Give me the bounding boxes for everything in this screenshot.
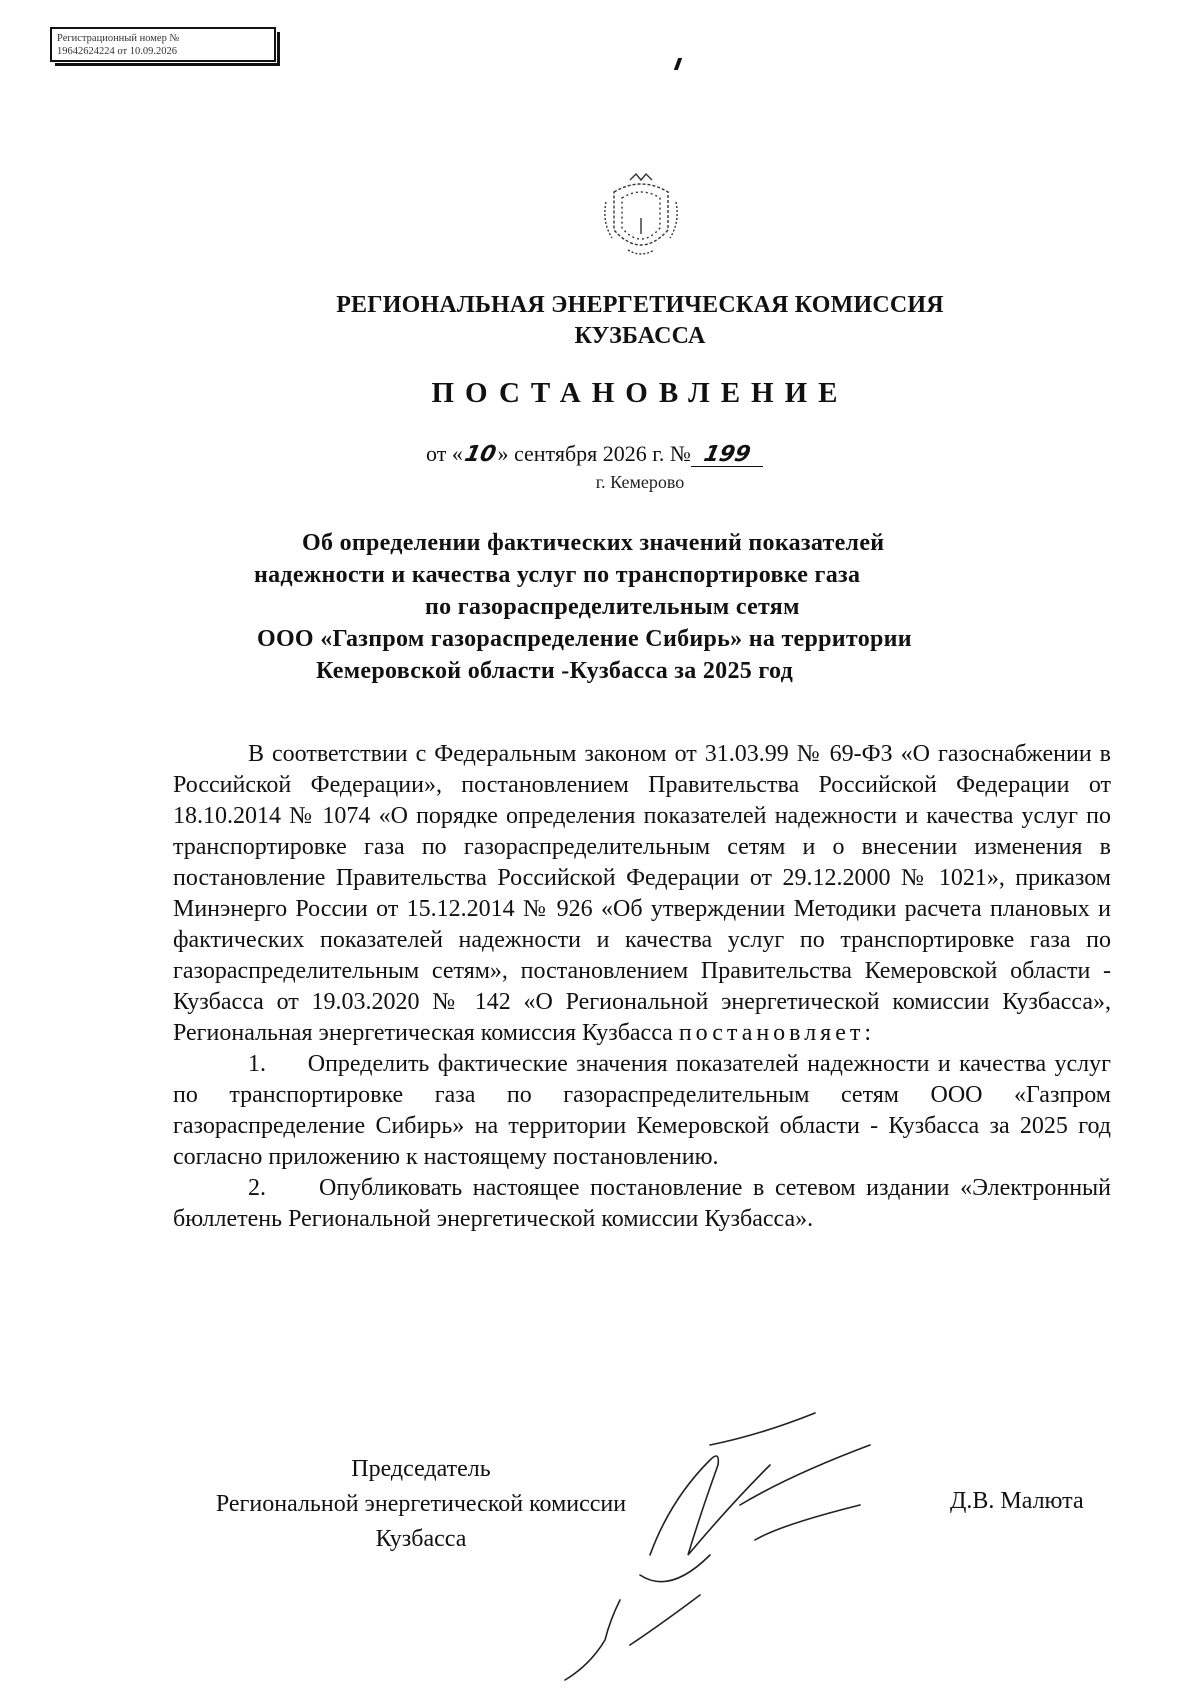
title-line-2: надежности и качества услуг по транспортировке газа bbox=[254, 562, 861, 588]
signatory-name: Д.В. Малюта bbox=[950, 1488, 1084, 1514]
resolves-word: постановляет: bbox=[678, 1020, 876, 1046]
document-number: 199 bbox=[701, 442, 753, 467]
date-middle: » сентября 2026 г. № bbox=[497, 441, 691, 466]
title-line-4: ООО «Газпром газораспределение Сибирь» на территории bbox=[257, 626, 912, 652]
document-number-field bbox=[691, 443, 763, 467]
organization-name-line1: РЕГИОНАЛЬНАЯ ЭНЕРГЕТИЧЕСКАЯ КОМИССИЯ bbox=[336, 292, 944, 318]
city: г. Кемерово bbox=[595, 472, 685, 492]
date-day: 10 bbox=[462, 442, 499, 467]
date-prefix: от « bbox=[426, 441, 463, 466]
document-body bbox=[173, 739, 1111, 1235]
preamble-paragraph bbox=[173, 739, 1111, 1049]
item-2-number: 2. bbox=[248, 1175, 266, 1201]
registration-stamp-line1: Регистрационный номер № bbox=[57, 33, 180, 44]
title-line-1: Об определении фактических значений показателей bbox=[302, 530, 885, 556]
title-line-5: Кемеровской области -Кузбасса за 2025 год bbox=[316, 658, 794, 684]
item-2-text: Опубликовать настоящее постановление в сетевом издании «Электронный бюллетень Региональной энергетической комиссии Кузбасса». bbox=[173, 1175, 1112, 1232]
preamble-text: В соответствии с Федеральным законом от 31.03.99 № 69-ФЗ «О газоснабжении в Российской Федерации», постановлением Правительства Российской Федерации от 18.10.2014 № 1074 «О порядке определения показателей надежности и качества услуг по транспортировке газа по газораспределительным сетям и о внесении изменения в постановление Правительства Российской Федерации от 29.12.2000 № 1021», приказом Минэнерго России от 15.12.2014 № 926 «Об утверждении Методики расчета плановых и фактических показателей надежности и качества услуг по транспортировке газа по газораспределительным сетям», постановлением Правительства Кемеровской области - Кузбасса от 19.03.2020 № 142 «О Региональной энергетической комиссии Кузбасса», Региональная энергетическая комиссия Кузбасса bbox=[173, 741, 1111, 1046]
handwritten-signature-icon bbox=[560, 1405, 960, 1685]
item-1-number: 1. bbox=[248, 1051, 266, 1077]
position-line-3: Кузбасса bbox=[375, 1526, 467, 1552]
position-line-1: Председатель bbox=[351, 1456, 491, 1482]
position-line-2: Региональной энергетической комиссии bbox=[215, 1491, 627, 1517]
item-1-text: Определить фактические значения показателей надежности и качества услуг по транспортировке газа по газораспределительным сетям ООО «Газпром газораспределение Сибирь» на территории Кемеровской области - Кузбасса за 2025 год согласно приложению к настоящему постановлению. bbox=[173, 1051, 1112, 1170]
item-1 bbox=[173, 1049, 1111, 1173]
coat-of-arms-icon bbox=[600, 172, 682, 262]
item-2 bbox=[173, 1173, 1111, 1235]
registration-stamp bbox=[50, 27, 276, 62]
document-date-line bbox=[426, 441, 763, 467]
document-type: ПОСТАНОВЛЕНИЕ bbox=[431, 377, 849, 409]
organization-name-line2: КУЗБАССА bbox=[574, 323, 706, 349]
title-line-3: по газораспределительным сетям bbox=[425, 594, 800, 620]
pen-mark bbox=[674, 58, 682, 70]
registration-stamp-line2: 19642624224 от 10.09.2026 bbox=[57, 46, 177, 57]
